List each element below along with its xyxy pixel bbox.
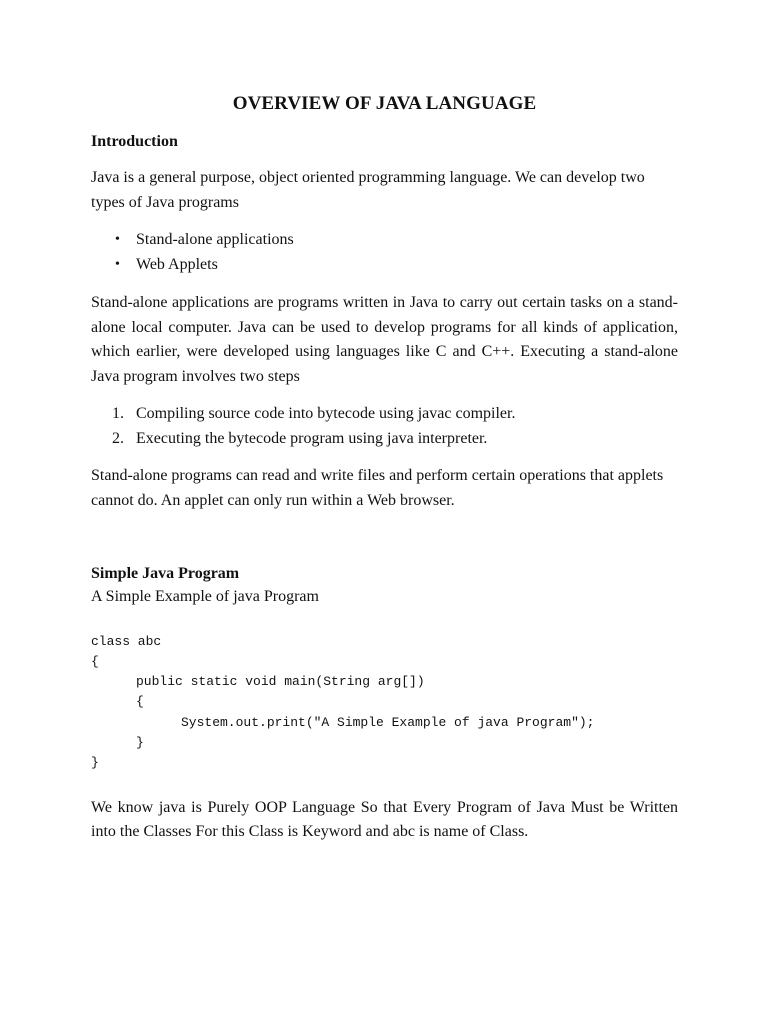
- code-line: }: [136, 734, 144, 750]
- bullet-icon: •: [115, 232, 120, 247]
- code-line: }: [91, 755, 99, 771]
- code-line: System.out.print("A Simple Example of java Program");: [181, 714, 595, 730]
- code-line: {: [91, 653, 99, 669]
- simple-program-heading: Simple Java Program: [91, 565, 240, 582]
- introduction-heading: Introduction: [91, 133, 178, 150]
- step-text: Executing the bytecode program using java interpreter.: [136, 430, 488, 447]
- simple-program-subtitle: A Simple Example of java Program: [91, 588, 319, 605]
- code-block: [91, 632, 678, 774]
- list-item: [91, 401, 678, 426]
- list-item: [91, 227, 678, 252]
- step-number: 1.: [112, 405, 124, 422]
- steps-list: [91, 401, 678, 451]
- list-item-text: Web Applets: [136, 256, 218, 273]
- program-types-list: [91, 227, 678, 277]
- list-item: [91, 426, 678, 451]
- code-line: {: [136, 694, 144, 710]
- list-item-text: Stand-alone applications: [136, 231, 294, 248]
- closing-paragraph: We know java is Purely OOP Language So that Every Program of Java Must be Written into the Classes For this Class is Keyword and abc is name of Class.: [91, 798, 678, 841]
- step-number: 2.: [112, 430, 124, 447]
- step-text: Compiling source code into bytecode using javac compiler.: [136, 405, 516, 422]
- list-item: [91, 252, 678, 277]
- page-title: OVERVIEW OF JAVA LANGUAGE: [232, 93, 537, 114]
- code-line: class abc: [91, 633, 162, 649]
- intro-paragraph: Java is a general purpose, object oriented programming language. We can develop two types of Java programs: [91, 169, 645, 211]
- code-line: public static void main(String arg[]): [136, 674, 425, 690]
- applets-paragraph: Stand-alone programs can read and write files and perform certain operations that applets cannot do. An applet can only run within a Web browser.: [91, 467, 664, 509]
- standalone-paragraph: Stand-alone applications are programs written in Java to carry out certain tasks on a stand-alone local computer. Java can be used to develop programs for all kinds of application, which earlier, were developed using languages like C and C++. Executing a stand-alone Java program involves two steps: [91, 294, 678, 385]
- bullet-icon: •: [115, 257, 120, 272]
- section-spacer: [91, 525, 678, 563]
